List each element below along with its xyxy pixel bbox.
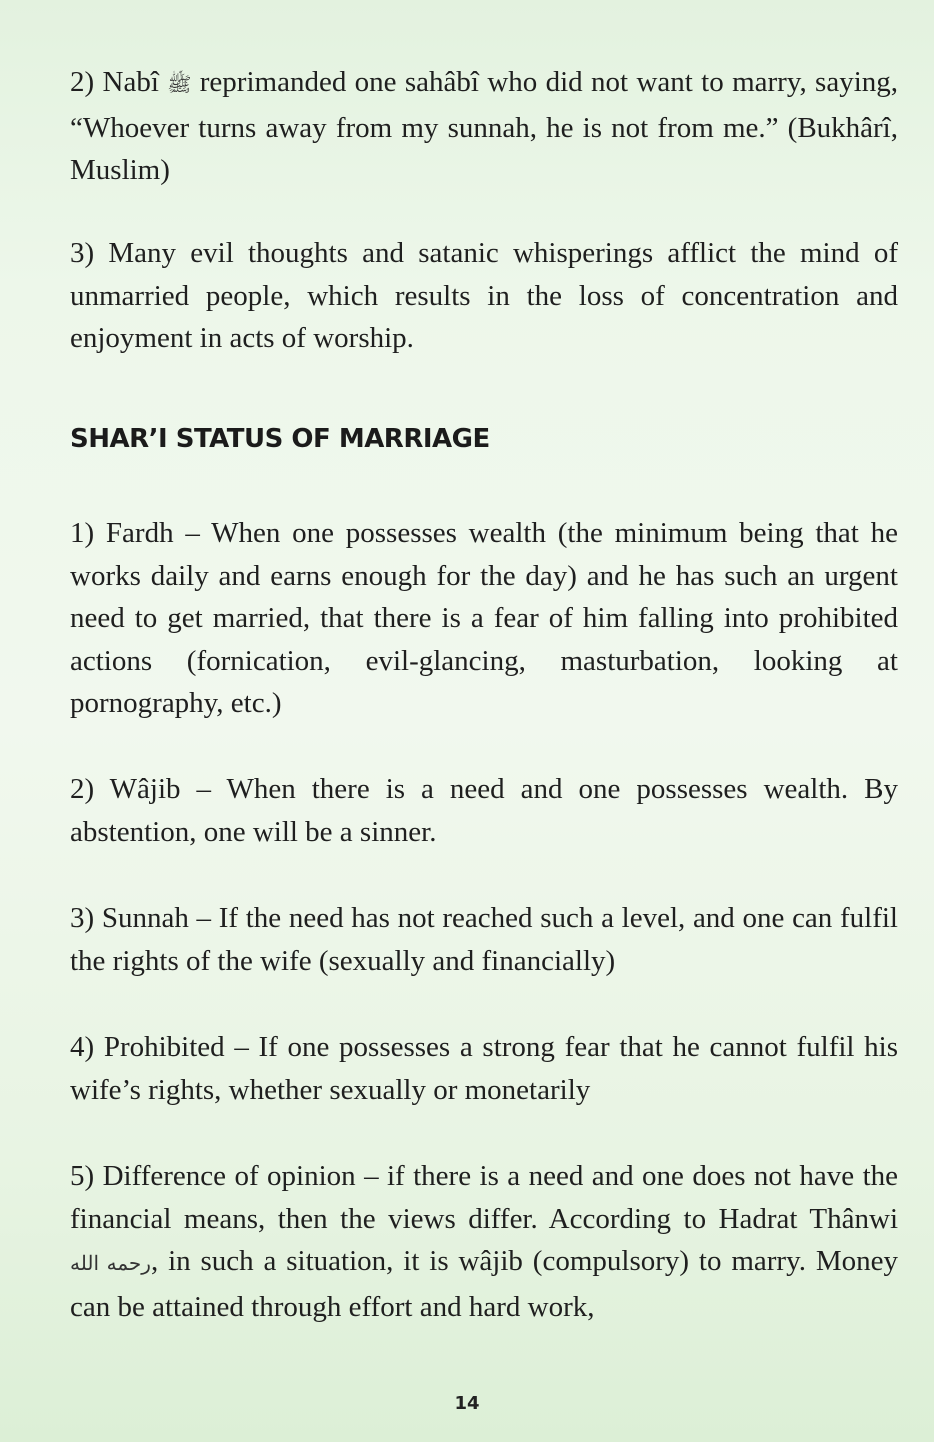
paragraph-text: 5) Difference of opinion – if there is a need and one does not have the financial means, then the views differ. According to Hadrat Thânwi [70,1160,898,1235]
status-item-fardh: 1) Fardh – When one possesses wealth (the minimum being that he works daily and earns enough for the day) and he has such an urgent need to get married, that there is a fear of him falling into prohibited actions (fornication, evil-glancing, masturbation, looking at pornography, etc.) [70,517,898,719]
status-item-wajib: 2) Wâjib – When there is a need and one possesses wealth. By abstention, one will be a sinner. [70,773,898,848]
salutation-glyph: ﷺ [167,74,192,96]
honorific-glyph: رحمه الله [70,1253,151,1275]
paragraph-text: , in such a situation, it is wâjib (compulsory) to marry. Money can be attained through effort and hard work, [70,1245,898,1323]
section-heading: SHAR’I STATUS OF MARRIAGE [70,424,490,454]
status-item-prohibited: 4) Prohibited – If one possesses a strong fear that he cannot fulfil his wife’s rights, whether sexually or monetarily [70,1031,898,1106]
paragraph-text: reprimanded one sahâbî who did not want to marry, saying, “Whoever turns away from my sunnah, he is not from me.” (Bukhârî, Muslim) [70,66,899,186]
page-number: 14 [454,1393,480,1414]
paragraph-sunnah-hadith [70,61,898,192]
paragraph-evil-thoughts: 3) Many evil thoughts and satanic whisperings afflict the mind of unmarried people, which results in the loss of concentration and enjoyment in acts of worship. [70,237,898,354]
status-item-sunnah: 3) Sunnah – If the need has not reached such a level, and one can fulfil the rights of the wife (sexually and financially) [70,902,898,977]
status-item-difference-of-opinion [70,1155,898,1328]
paragraph-text: 2) Nabî [70,66,168,98]
